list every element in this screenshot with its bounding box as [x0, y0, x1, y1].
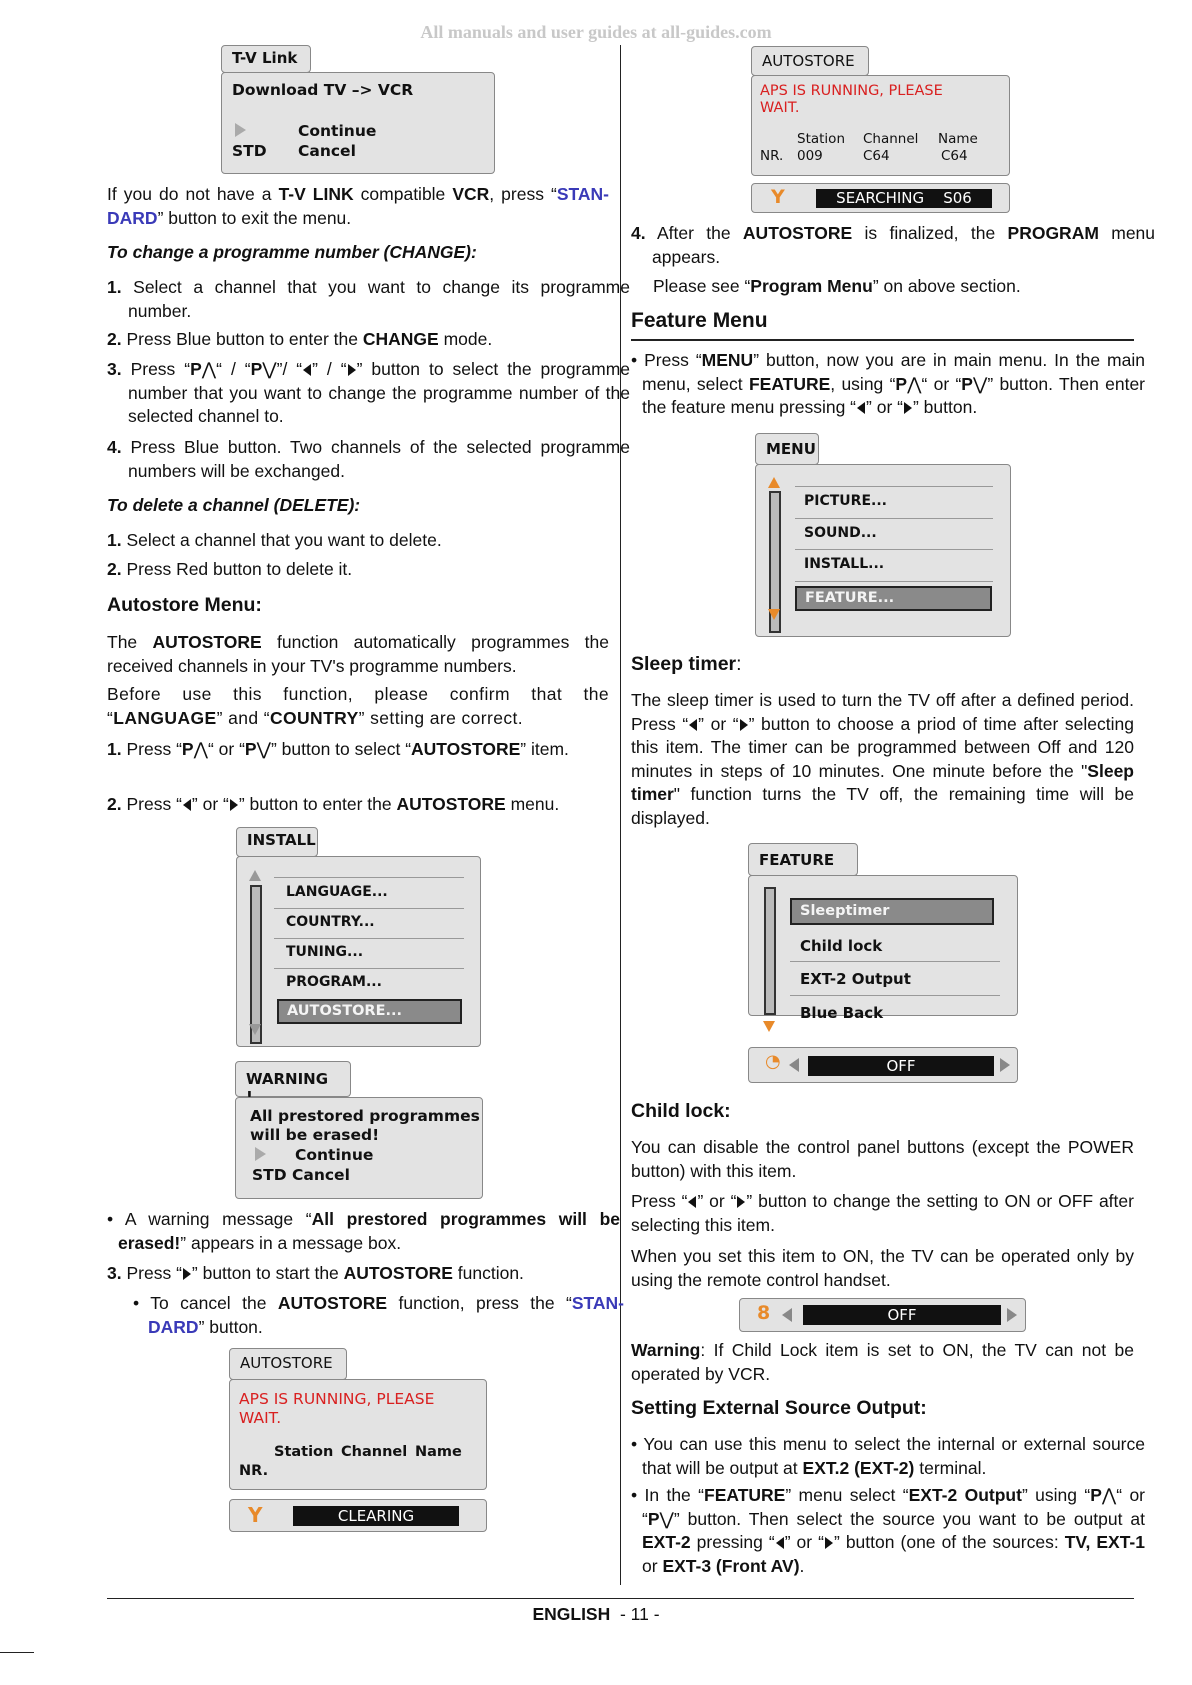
col-station: Station	[274, 1444, 334, 1460]
right-arrow-icon	[183, 1268, 191, 1280]
left-arrow-icon	[688, 1196, 696, 1208]
col-channel: Channel	[341, 1444, 408, 1460]
page-footer	[0, 1604, 1192, 1625]
autostore-step-1: 1. Press “P⋀“ or “P⋁” button to select “AUTOSTORE” item.	[107, 739, 569, 759]
right-arrow-icon	[348, 364, 356, 376]
feature-item-blue-back: Blue Back	[800, 1004, 884, 1022]
up-icon: ⋀	[907, 373, 922, 394]
left-arrow-icon	[183, 799, 191, 811]
aps-running-message: APS IS RUNNING, PLEASE	[760, 83, 943, 99]
program-menu-ref: Please see “Program Menu” on above section.	[653, 276, 1021, 296]
right-arrow-icon	[904, 402, 912, 414]
wrench-icon: Y	[248, 1503, 263, 1527]
col-name: Name	[415, 1444, 462, 1460]
value-right-icon	[1007, 1308, 1017, 1322]
install-item-country: COUNTRY...	[286, 914, 375, 930]
heading-child-lock: Child lock:	[631, 1100, 731, 1122]
left-arrow-icon	[857, 402, 865, 414]
scroll-down-icon	[768, 609, 780, 620]
change-step-3: 3. Press “P⋀“ / “P⋁”/ “ ” / “ ” button to select the programme number that you want to change the programme number of the selected channel to.	[107, 359, 630, 426]
menu-item-sound: SOUND...	[804, 525, 877, 541]
right-arrow-icon	[740, 719, 748, 731]
menu-divider	[795, 581, 993, 582]
install-item-tuning: TUNING...	[286, 944, 364, 960]
feature-heading-rule	[631, 339, 1134, 341]
scroll-up-icon	[768, 477, 780, 488]
warning-line-2: will be erased!	[250, 1126, 380, 1144]
left-arrow-icon	[689, 719, 697, 731]
heading-change: To change a programme number (CHANGE):	[107, 242, 477, 262]
feature-item-child-lock: Child lock	[800, 937, 883, 955]
autostore-step-2: 2. Press “ ” or “ ” button to enter the AUTOSTORE menu.	[107, 794, 560, 814]
col-channel: Channel	[863, 131, 919, 147]
menu-item-picture: PICTURE...	[804, 493, 887, 509]
tvlink-paragraph: If you do not have a T-V LINK compatible VCR, press “STAN-DARD” button to exit the menu.	[107, 184, 609, 228]
channel-value: C64	[863, 148, 890, 164]
up-icon: ⋀	[193, 739, 208, 759]
left-arrow-icon	[303, 364, 311, 376]
ext-paragraph-2: • In the “FEATURE” menu select “EXT-2 Output” using “P⋀“ or “P⋁” button. Then select the source you want to be output at EXT-2 pressing “ ” or “ ” button (one of the sources: TV, EXT-1 or EXT-3 (Front AV).	[631, 1485, 1146, 1576]
main-menu-tab: MENU	[755, 433, 819, 465]
install-tab: INSTALL	[236, 827, 318, 857]
child-lock-value: OFF	[803, 1305, 1001, 1325]
menu-divider	[274, 968, 464, 969]
autostore-clearing-tab: AUTOSTORE	[229, 1348, 347, 1380]
autostore-cancel-note: • To cancel the AUTOSTORE function, press the “STAN-DARD” button.	[133, 1293, 624, 1337]
value-right-icon	[1000, 1058, 1010, 1072]
footer-language: ENGLISH	[532, 1604, 611, 1624]
warning-line-1: All prestored programmes	[250, 1107, 480, 1125]
delete-step-2: 2. Press Red button to delete it.	[107, 559, 353, 579]
up-icon: ⋀	[201, 359, 217, 379]
autostore-step-3: 3. Press “ ” button to start the AUTOSTORE function.	[107, 1263, 524, 1283]
autostore-confirm: Before use this function, please confirm that the “LANGUAGE” and “COUNTRY” setting are correct.	[107, 684, 609, 728]
autostore-intro: The AUTOSTORE function automatically programmes the received channels in your TV's programme numbers.	[107, 632, 609, 676]
nr-label: NR.	[239, 1463, 269, 1479]
heading-feature-menu: Feature Menu	[631, 309, 768, 332]
autostore-searching-tab: AUTOSTORE	[751, 46, 869, 76]
main-menu-panel	[755, 464, 1011, 637]
sleeptimer-value: OFF	[808, 1056, 994, 1076]
child-lock-paragraph-1: You can disable the control panel buttons (except the POWER button) with this item.	[631, 1137, 1134, 1181]
tvlink-continue: Continue	[298, 122, 377, 140]
menu-item-feature-selected: FEATURE...	[795, 586, 992, 611]
clearing-label: CLEARING	[293, 1506, 459, 1526]
feature-item-sleeptimer-selected: Sleeptimer	[790, 898, 994, 925]
scroll-down-icon	[763, 1021, 775, 1032]
up-icon: ⋀	[1101, 1485, 1117, 1505]
warning-tab: WARNING	[235, 1061, 351, 1097]
tvlink-std: STD	[232, 142, 267, 160]
left-arrow-icon	[776, 1537, 784, 1549]
heading-ext-output: Setting External Source Output:	[631, 1397, 927, 1419]
feature-tab: FEATURE	[748, 843, 858, 876]
scroll-down-icon	[249, 1024, 261, 1035]
install-item-language: LANGUAGE...	[286, 884, 388, 900]
change-step-4: 4. Press Blue button. Two channels of the selected programme numbers will be exchanged.	[107, 437, 630, 481]
nr-label: NR.	[760, 148, 784, 164]
menu-item-install: INSTALL...	[804, 556, 885, 572]
scroll-up-icon	[249, 870, 261, 881]
down-icon: ⋁	[262, 359, 277, 379]
play-icon	[235, 123, 246, 137]
aps-wait-message: WAIT.	[239, 1409, 282, 1427]
warning-continue: Continue	[295, 1146, 374, 1164]
change-step-2: 2. Press Blue button to enter the CHANGE mode.	[107, 329, 493, 349]
warning-paragraph: • A warning message “All prestored programmes will be erased!” appears in a message box.	[107, 1209, 620, 1253]
value-left-icon	[782, 1308, 792, 1322]
down-icon: ⋁	[659, 1508, 674, 1529]
name-value: C64	[941, 148, 968, 164]
scrollbar	[764, 887, 776, 1015]
heading-sleep-timer: Sleep timer:	[631, 653, 742, 675]
menu-divider	[790, 995, 1000, 996]
menu-divider	[795, 486, 993, 487]
delete-step-1: 1. Select a channel that you want to delete.	[107, 530, 442, 550]
station-value: 009	[797, 148, 823, 164]
tvlink-tab: T-V Link	[221, 45, 311, 73]
child-lock-paragraph-3: When you set this item to ON, the TV can be operated only by using the remote control handset.	[631, 1246, 1134, 1290]
menu-divider	[795, 518, 993, 519]
col-station: Station	[797, 131, 845, 147]
menu-divider	[274, 908, 464, 909]
heading-delete: To delete a channel (DELETE):	[107, 495, 361, 515]
tvlink-cancel: Cancel	[298, 142, 356, 160]
searching-label: SEARCHING S06	[816, 189, 992, 208]
timer-icon: ◔	[765, 1051, 781, 1072]
wrench-icon: Y	[771, 186, 785, 208]
right-arrow-icon	[737, 1196, 745, 1208]
autostore-step-4: 4. After the AUTOSTORE is finalized, the PROGRAM menu appears.	[631, 223, 1156, 267]
scrollbar	[250, 885, 262, 1044]
tvlink-download: Download TV –> VCR	[232, 81, 414, 99]
sleep-timer-paragraph: The sleep timer is used to turn the TV off after a defined period. Press “ ” or “ ” button to choose a priod of time after selecting this item. The timer can be programmed between Off and 120 minutes in steps of 10 minutes. One minute before the "Sleep timer" function turns the TV off, the remaining time will be displayed.	[631, 690, 1134, 828]
footer-rule	[107, 1598, 1134, 1599]
child-lock-warning: Warning: If Child Lock item is set to ON, the TV can not be operated by VCR.	[631, 1340, 1134, 1384]
install-item-autostore-selected: AUTOSTORE...	[277, 999, 462, 1024]
feature-paragraph: • Press “MENU” button, now you are in main menu. In the main menu, select FEATURE, using “P⋀“ or “P⋁” button. Then enter the feature menu pressing “ ” or “ ” button.	[631, 350, 1146, 417]
install-item-program: PROGRAM...	[286, 974, 382, 990]
value-left-icon	[789, 1058, 799, 1072]
warning-std-cancel: STD Cancel	[252, 1166, 350, 1184]
page-edge-mark	[0, 1652, 34, 1653]
footer-page-number: - 11 -	[610, 1604, 660, 1624]
aps-running-message: APS IS RUNNING, PLEASE	[239, 1390, 435, 1408]
menu-divider	[795, 549, 993, 550]
watermark: All manuals and user guides at all-guides.com	[420, 22, 772, 42]
lock-icon: 8	[757, 1302, 771, 1324]
feature-item-ext2-output: EXT-2 Output	[800, 970, 911, 988]
right-arrow-icon	[825, 1537, 833, 1549]
down-icon: ⋁	[256, 739, 271, 759]
down-icon: ⋁	[972, 373, 988, 394]
menu-divider	[790, 961, 1000, 962]
play-icon	[255, 1147, 266, 1161]
child-lock-paragraph-2: Press “ ” or “ ” button to change the setting to ON or OFF after selecting this item.	[631, 1191, 1134, 1235]
col-name: Name	[938, 131, 978, 147]
menu-divider	[274, 877, 464, 878]
change-step-1: 1. Select a channel that you want to change its programme number.	[107, 277, 630, 321]
menu-divider	[274, 938, 464, 939]
right-arrow-icon	[230, 799, 238, 811]
aps-wait-message: WAIT.	[760, 100, 800, 116]
heading-autostore: Autostore Menu:	[107, 594, 262, 616]
ext-paragraph-1: • You can use this menu to select the internal or external source that will be output at EXT.2 (EXT-2) terminal.	[631, 1434, 1145, 1478]
